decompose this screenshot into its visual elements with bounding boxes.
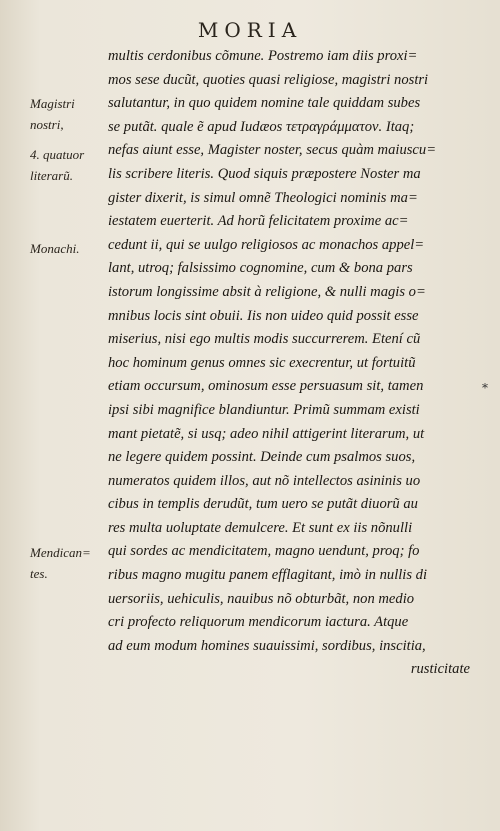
text-line: nefas aiunt esse, Magister noster, secus quàm maiuscu= [108,142,437,159]
margin-gloss: Mendican= tes. [30,545,91,581]
text-line: iestatem euerterit. Ad horũ felicitatem proxime ac= [108,213,409,230]
text-line: ne legere quidem possint. Deinde cum psalmos suos, [108,449,416,466]
text-line: miserius, nisi ego multis modis succurrerem. Etení cũ [108,331,421,348]
text-line: multis cerdonibus cõmune. Postremo iam diis proxi= [108,48,418,64]
margin-gloss: 4. quatuor literarũ. [30,147,85,183]
text-line: istorum longissime absit à religione, & nulli magis o= [108,283,426,300]
text-line: numeratos quidem illos, aut nõ intellectos asininis uo [108,472,421,489]
text-line: se putãt. quale ẽ apud Iudæos τετραγράμματον. Itaq; [108,118,415,135]
text-line: mnibus locis sint obuii. Iis non uideo quid possit esse [108,307,419,324]
text-line: ad eum modum homines suauissimi, sordibus, inscitia, [108,637,426,654]
text-line: lis scribere literis. Quod siquis præpostere Noster ma [108,165,421,182]
body-text [108,45,490,682]
text-line: mos sese ducũt, quoties quasi religiose, magistri nostri [108,71,429,88]
text-line: cibus in templis derudũt, tum uero se putãt diuorũ au [108,496,418,513]
text-line: etiam occursum, ominosum esse persuasum sit, tamen [108,378,424,395]
text-line: ribus magno mugitu panem efflagitant, imò in nullis di [108,567,428,584]
text-line: hoc hominum genus omnes sic execrentur, ut fortuitũ [108,354,416,371]
text-line: lant, utroq; falsissimo cognomine, cum & bona pars [108,260,413,277]
text-line: ipsi sibi magnifice blandiuntur. Primũ summam existi [108,401,420,418]
text-line: uersoriis, uehiculis, nauibus nõ obturbãt, non medio [108,590,415,607]
text-line: cedunt ii, qui se uulgo religiosos ac monachos appel= [108,236,425,253]
text-line: cri profecto reliquorum mendicorum iactura. Atque [108,614,409,631]
text-line: qui sordes ac mendicitatem, magno uendunt, proq; fo [108,543,420,560]
catchword: rusticitate [410,661,470,678]
text-line: salutantur, in quo quidem nomine tale quiddam subes [108,95,421,112]
margin-gloss: Magistri nostri, [30,96,75,132]
margin-gloss: Monachi. [30,241,80,256]
text-line: res multa uoluptate demulcere. Et sunt ex iis nõnulli [108,519,413,536]
text-line: gister dixerit, is simul omnẽ Theologici nominis ma= [108,189,418,206]
text-line: mant pietatẽ, si usq; adeo nihil attigerint literarum, ut [108,425,425,442]
margin-mark: * [482,381,488,395]
running-header: MORIA [197,18,303,42]
